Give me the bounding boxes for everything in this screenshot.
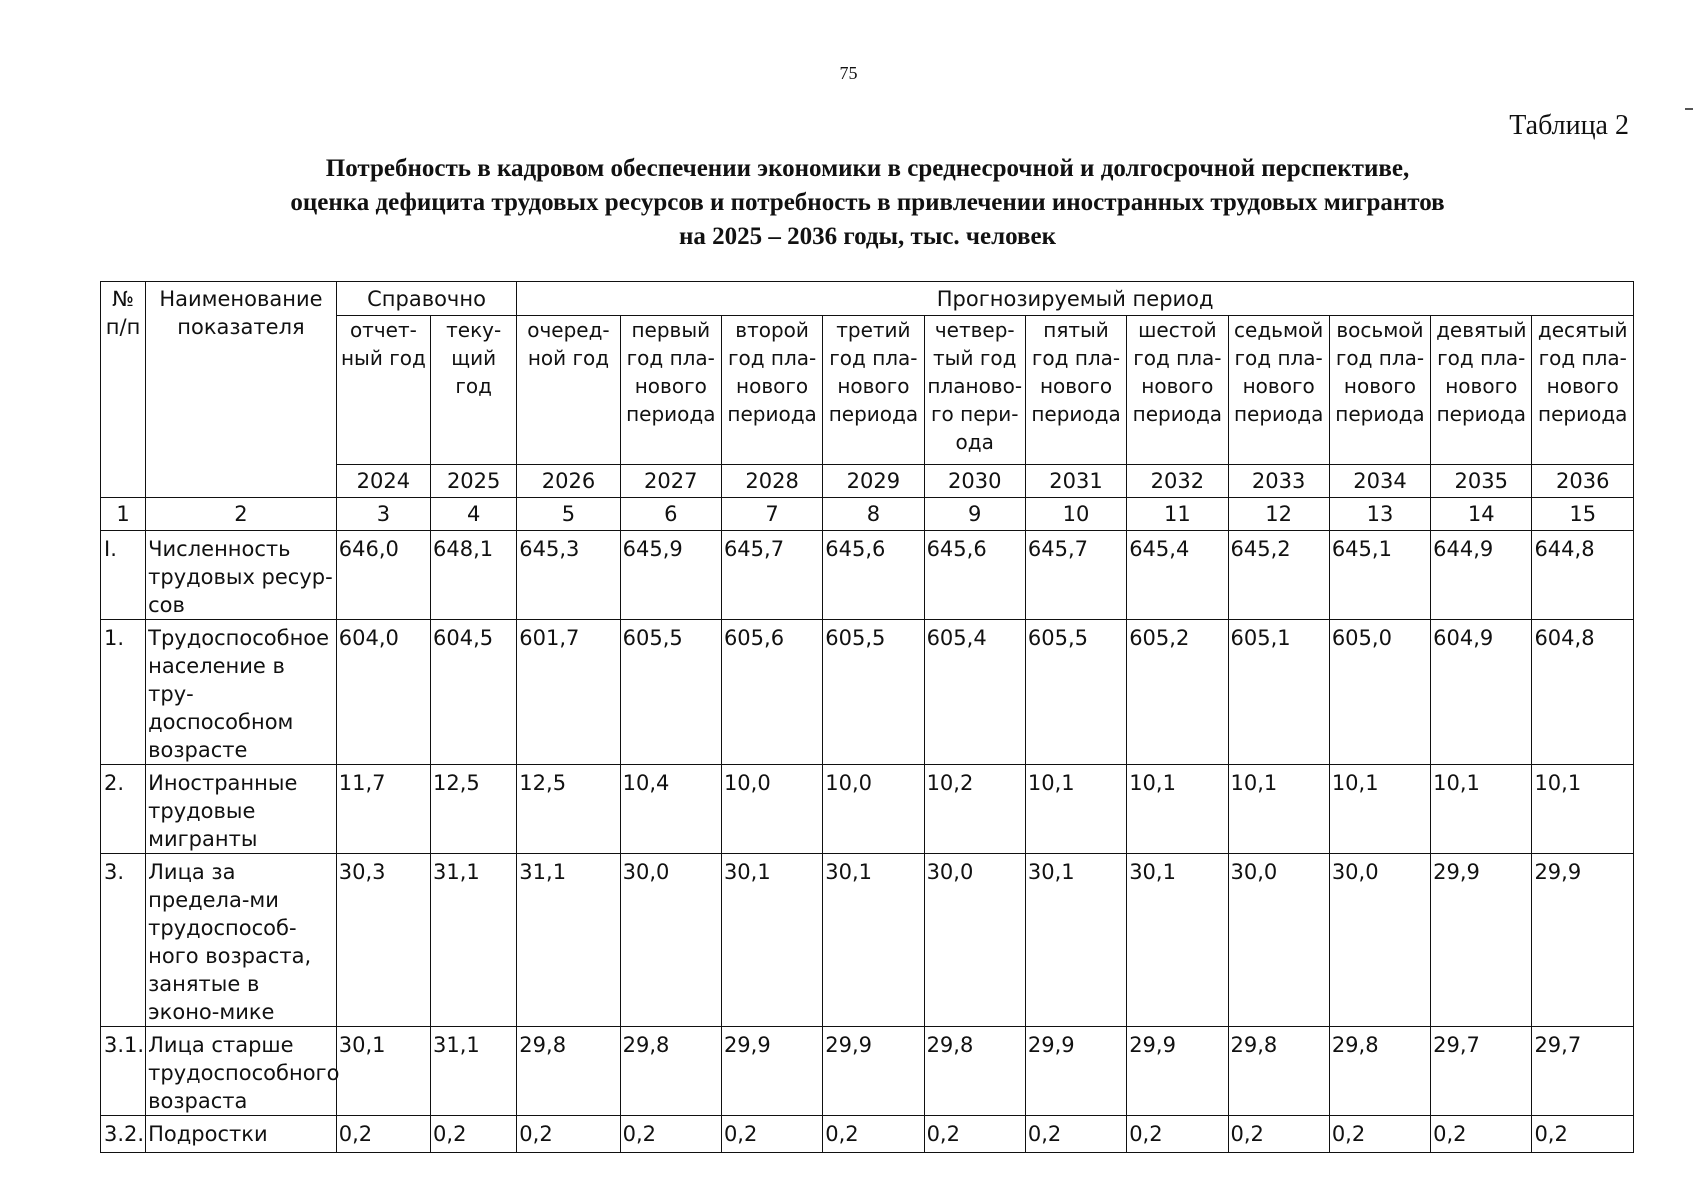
row-value-cell: 30,1 (823, 854, 924, 1027)
table-row (101, 1027, 1634, 1116)
row-number: 2. (101, 765, 146, 854)
row-value-cell: 10,1 (1025, 765, 1126, 854)
row-value-cell: 29,7 (1532, 1027, 1634, 1116)
row-value-cell: 0,2 (1431, 1116, 1532, 1153)
row-value-cell: 30,0 (1329, 854, 1430, 1027)
header-num: № п/п (101, 282, 146, 498)
row-value-cell: 10,1 (1228, 765, 1329, 854)
table-label: Таблица 2 (1509, 110, 1629, 141)
row-value-cell: 12,5 (517, 765, 620, 854)
row-value-cell: 30,3 (336, 854, 430, 1027)
row-value-cell: 0,2 (620, 1116, 721, 1153)
header-name: Наименование показателя (146, 282, 337, 498)
row-value-cell: 601,7 (517, 620, 620, 765)
row-number: 3.2. (101, 1116, 146, 1153)
header-year: 2027 (620, 465, 721, 498)
header-period: очеред-ной год (517, 316, 620, 465)
row-value-cell: 29,8 (1329, 1027, 1430, 1116)
row-value-cell: 604,8 (1532, 620, 1634, 765)
header-column-number: 3 (336, 498, 430, 531)
row-value-cell: 30,1 (1025, 854, 1126, 1027)
header-year: 2034 (1329, 465, 1430, 498)
header-column-number: 11 (1127, 498, 1228, 531)
row-value-cell: 30,0 (924, 854, 1025, 1027)
title-line: на 2025 – 2036 годы, тыс. человек (678, 223, 1057, 250)
row-value-cell: 645,7 (1025, 531, 1126, 620)
row-number: 3. (101, 854, 146, 1027)
row-value-cell: 29,9 (1127, 1027, 1228, 1116)
header-column-number: 7 (721, 498, 822, 531)
header-column-number: 8 (823, 498, 924, 531)
header-period: первый год пла-нового периода (620, 316, 721, 465)
row-value-cell: 605,0 (1329, 620, 1430, 765)
row-value-cell: 31,1 (431, 1027, 517, 1116)
row-value-cell: 605,1 (1228, 620, 1329, 765)
row-value-cell: 30,1 (721, 854, 822, 1027)
table-row (101, 765, 1634, 854)
header-period: третий год пла-нового периода (823, 316, 924, 465)
table-title (150, 152, 1585, 254)
header-period: теку-щий год (431, 316, 517, 465)
row-value-cell: 0,2 (431, 1116, 517, 1153)
staffing-table (100, 281, 1634, 1153)
row-value-cell: 0,2 (924, 1116, 1025, 1153)
row-value-cell: 604,5 (431, 620, 517, 765)
row-value-cell: 29,8 (924, 1027, 1025, 1116)
header-year: 2031 (1025, 465, 1126, 498)
row-value-cell: 30,1 (336, 1027, 430, 1116)
header-column-number: 10 (1025, 498, 1126, 531)
row-value-cell: 0,2 (823, 1116, 924, 1153)
row-value-cell: 0,2 (1127, 1116, 1228, 1153)
row-value-cell: 29,9 (1532, 854, 1634, 1027)
header-year: 2028 (721, 465, 822, 498)
row-value-cell: 0,2 (1025, 1116, 1126, 1153)
header-year: 2032 (1127, 465, 1228, 498)
row-indicator-name: Лица за предела-ми трудоспособ-ного возраста, занятые в эконо-мике (146, 854, 337, 1027)
row-number: 1. (101, 620, 146, 765)
row-value-cell: 29,9 (1025, 1027, 1126, 1116)
header-period: десятый год пла-нового периода (1532, 316, 1634, 465)
row-value-cell: 645,9 (620, 531, 721, 620)
row-value-cell: 31,1 (517, 854, 620, 1027)
row-value-cell: 0,2 (336, 1116, 430, 1153)
row-value-cell: 605,6 (721, 620, 822, 765)
header-column-number: 2 (146, 498, 337, 531)
row-value-cell: 645,6 (823, 531, 924, 620)
row-value-cell: 29,9 (823, 1027, 924, 1116)
row-value-cell: 30,0 (1228, 854, 1329, 1027)
row-value-cell: 10,1 (1532, 765, 1634, 854)
row-value-cell: 0,2 (1228, 1116, 1329, 1153)
header-period: шестой год пла-нового периода (1127, 316, 1228, 465)
header-year: 2026 (517, 465, 620, 498)
row-value-cell: 10,1 (1127, 765, 1228, 854)
title-line: Потребность в кадровом обеспечении экономики в среднесрочной и долгосрочной перспективе, (325, 155, 1410, 182)
header-period: второй год пла-нового периода (721, 316, 822, 465)
row-value-cell: 0,2 (721, 1116, 822, 1153)
row-value-cell: 29,8 (517, 1027, 620, 1116)
header-forecast-group: Прогнозируемый период (517, 282, 1634, 316)
row-value-cell: 645,2 (1228, 531, 1329, 620)
row-value-cell: 605,5 (823, 620, 924, 765)
header-year: 2035 (1431, 465, 1532, 498)
header-column-number: 12 (1228, 498, 1329, 531)
row-value-cell: 645,4 (1127, 531, 1228, 620)
row-value-cell: 644,9 (1431, 531, 1532, 620)
row-value-cell: 645,1 (1329, 531, 1430, 620)
row-value-cell: 30,0 (620, 854, 721, 1027)
table-row (101, 620, 1634, 765)
row-value-cell: 646,0 (336, 531, 430, 620)
row-value-cell: 10,1 (1329, 765, 1430, 854)
header-period: девятый год пла-нового периода (1431, 316, 1532, 465)
row-value-cell: 29,7 (1431, 1027, 1532, 1116)
row-indicator-name: Трудоспособное население в тру-доспособном возрасте (146, 620, 337, 765)
row-value-cell: 29,9 (1431, 854, 1532, 1027)
row-number: 3.1. (101, 1027, 146, 1116)
margin-mark (1685, 108, 1693, 110)
header-column-number: 4 (431, 498, 517, 531)
row-value-cell: 604,9 (1431, 620, 1532, 765)
row-value-cell: 29,8 (1228, 1027, 1329, 1116)
header-column-number: 6 (620, 498, 721, 531)
header-column-number: 9 (924, 498, 1025, 531)
row-value-cell: 10,4 (620, 765, 721, 854)
row-indicator-name: Лица старше трудоспособного возраста (146, 1027, 337, 1116)
row-value-cell: 605,4 (924, 620, 1025, 765)
header-column-number: 1 (101, 498, 146, 531)
row-value-cell: 31,1 (431, 854, 517, 1027)
row-value-cell: 29,9 (721, 1027, 822, 1116)
row-value-cell: 30,1 (1127, 854, 1228, 1027)
page-number: 75 (839, 63, 858, 83)
header-column-number: 14 (1431, 498, 1532, 531)
header-period: четвер-тый год планово-го пери-ода (924, 316, 1025, 465)
table-row (101, 531, 1634, 620)
header-reference-group: Справочно (336, 282, 517, 316)
header-year: 2030 (924, 465, 1025, 498)
title-line: оценка дефицита трудовых ресурсов и потребность в привлечении иностранных трудовых мигрантов (290, 189, 1445, 216)
row-value-cell: 604,0 (336, 620, 430, 765)
header-period: пятый год пла-нового периода (1025, 316, 1126, 465)
header-column-number: 5 (517, 498, 620, 531)
row-value-cell: 605,5 (620, 620, 721, 765)
row-indicator-name: Численность трудовых ресур-сов (146, 531, 337, 620)
row-value-cell: 10,2 (924, 765, 1025, 854)
header-period: отчет-ный год (336, 316, 430, 465)
row-value-cell: 12,5 (431, 765, 517, 854)
row-indicator-name: Иностранные трудовые мигранты (146, 765, 337, 854)
header-period: восьмой год пла-нового периода (1329, 316, 1430, 465)
row-value-cell: 10,1 (1431, 765, 1532, 854)
row-value-cell: 648,1 (431, 531, 517, 620)
row-number: I. (101, 531, 146, 620)
row-value-cell: 645,7 (721, 531, 822, 620)
header-period: седьмой год пла-нового периода (1228, 316, 1329, 465)
row-value-cell: 0,2 (1532, 1116, 1634, 1153)
table-row (101, 1116, 1634, 1153)
row-value-cell: 645,3 (517, 531, 620, 620)
row-value-cell: 10,0 (721, 765, 822, 854)
header-year: 2025 (431, 465, 517, 498)
row-value-cell: 0,2 (517, 1116, 620, 1153)
row-value-cell: 644,8 (1532, 531, 1634, 620)
header-year: 2033 (1228, 465, 1329, 498)
staffing-table-container (100, 281, 1634, 1153)
row-value-cell: 10,0 (823, 765, 924, 854)
header-column-number: 13 (1329, 498, 1430, 531)
row-value-cell: 29,8 (620, 1027, 721, 1116)
row-indicator-name: Подростки (146, 1116, 337, 1153)
header-year: 2036 (1532, 465, 1634, 498)
header-column-number: 15 (1532, 498, 1634, 531)
row-value-cell: 605,2 (1127, 620, 1228, 765)
header-year: 2029 (823, 465, 924, 498)
header-year: 2024 (336, 465, 430, 498)
row-value-cell: 11,7 (336, 765, 430, 854)
row-value-cell: 0,2 (1329, 1116, 1430, 1153)
table-row (101, 854, 1634, 1027)
row-value-cell: 645,6 (924, 531, 1025, 620)
row-value-cell: 605,5 (1025, 620, 1126, 765)
